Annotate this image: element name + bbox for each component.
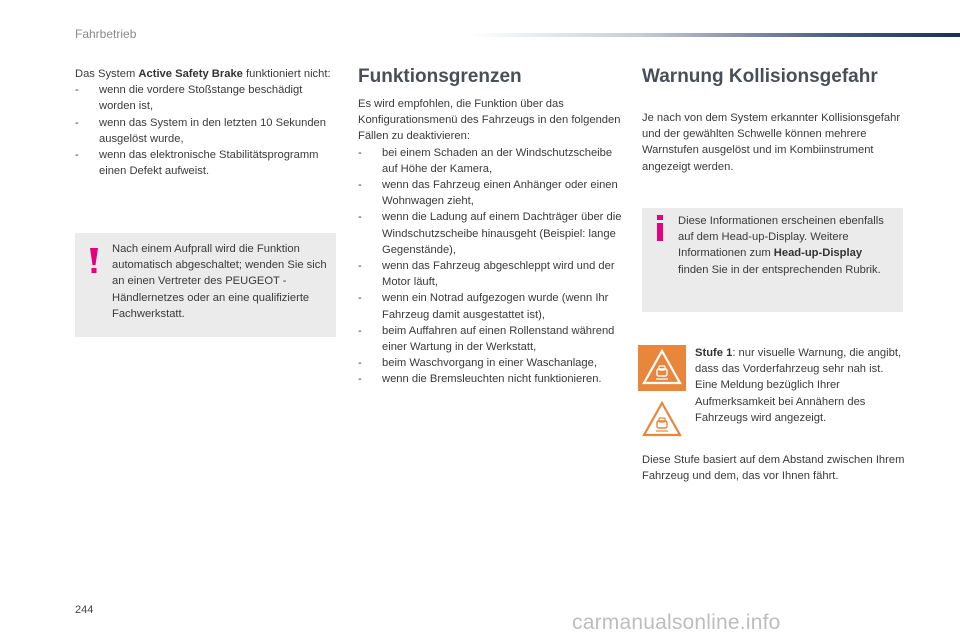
header-gradient-bar xyxy=(470,33,960,37)
stufe-paragraph xyxy=(695,345,907,377)
column-left xyxy=(75,66,340,179)
warning-level-icon-orange xyxy=(638,345,686,391)
list-item: - wenn das Fahrzeug abgeschleppt wird und der Motor läuft, xyxy=(358,258,623,290)
limits-intro: Es wird empfohlen, die Funktion über das Konfigurationsmenü des Fahrzeugs in den folgenden Fällen zu deaktivieren: xyxy=(358,98,621,143)
stufe-label: Stufe 1 xyxy=(695,347,733,359)
collision-warning-icon xyxy=(638,345,686,391)
list-item: - wenn das Fahrzeug einen Anhänger oder einen Wohnwagen zieht, xyxy=(358,177,623,209)
section-title: Fahrbetrieb xyxy=(75,27,137,41)
info-text xyxy=(678,213,888,278)
info-box xyxy=(642,208,903,312)
heading-warnung: Warnung Kollisionsgefahr xyxy=(642,66,878,87)
list-item: - wenn die Ladung auf einem Dachträger über die Windschutzscheibe hinausgeht (Beispiel: lange Gegenstände), xyxy=(358,209,623,258)
system-name: Active Safety Brake xyxy=(138,68,243,80)
intro-post: funktioniert nicht: xyxy=(242,68,331,80)
list-item: - beim Waschvorgang in einer Waschanlage, xyxy=(358,355,623,371)
intro-pre: Das System xyxy=(75,68,139,80)
warning-box xyxy=(75,233,336,337)
intro-paragraph xyxy=(75,66,340,82)
list-item: - bei einem Schaden an der Windschutzscheibe auf Höhe der Kamera, xyxy=(358,145,623,177)
list-item: - wenn das elektronische Stabilitätsprogramm einen Defekt aufweist. xyxy=(75,147,340,179)
collision-warning-icon xyxy=(638,397,686,443)
column-right xyxy=(642,66,907,175)
list-item: - wenn ein Notrad aufgezogen wurde (wenn Ihr Fahrzeug damit ausgestattet ist), xyxy=(358,290,623,322)
info-pre: Diese Informationen erscheinen ebenfalls auf dem Head-up-Display. Weitere Informationen zum xyxy=(678,215,884,260)
list-item: - wenn die vordere Stoßstange beschädigt worden ist, xyxy=(75,82,340,114)
exclamation-icon xyxy=(87,247,101,275)
condition-list xyxy=(75,82,340,179)
stufe-text: : nur visuelle Warnung, die angibt, dass das Vorderfahrzeug sehr nah ist. xyxy=(695,347,902,376)
info-bold: Head-up-Display xyxy=(773,247,863,260)
column-middle xyxy=(358,66,623,388)
list-item: - beim Auffahren auf einen Rollenstand während einer Wartung in der Werkstatt, xyxy=(358,323,623,355)
page-number: 244 xyxy=(75,604,94,616)
warning-intro: Je nach von dem System erkannter Kollisionsgefahr und der gewählten Schwelle können mehrere Warnstufen ausgelöst und im Kombiinstrument angezeigt werden. xyxy=(642,112,901,173)
warning-text: Nach einem Aufprall wird die Funktion automatisch abgeschaltet; wenden Sie sich an einen Vertreter des PEUGEOT -Händlernetzes oder an eine qualifizierte Fachwerkstatt. xyxy=(112,243,327,320)
page-header xyxy=(0,0,960,45)
list-item: - wenn die Bremsleuchten nicht funktionieren. xyxy=(358,371,623,387)
warning-level-icon-outline xyxy=(638,397,686,443)
stufe-paragraph-2: Eine Meldung bezüglich Ihrer Aufmerksamkeit bei Annähern des Fahrzeugs wird angezeigt. xyxy=(695,379,866,424)
stufe-description xyxy=(695,345,907,426)
heading-funktionsgrenzen: Funktionsgrenzen xyxy=(358,66,522,87)
closing-text: Diese Stufe basiert auf dem Abstand zwischen Ihrem Fahrzeug und dem, das vor Ihnen fährt. xyxy=(642,454,905,483)
closing-paragraph xyxy=(642,452,910,484)
info-icon xyxy=(656,215,664,241)
list-item: - wenn das System in den letzten 10 Sekunden ausgelöst wurde, xyxy=(75,115,340,147)
info-post: finden Sie in der entsprechenden Rubrik. xyxy=(678,263,881,276)
watermark: carmanualsonline.info xyxy=(572,611,781,634)
limits-list xyxy=(358,145,623,388)
